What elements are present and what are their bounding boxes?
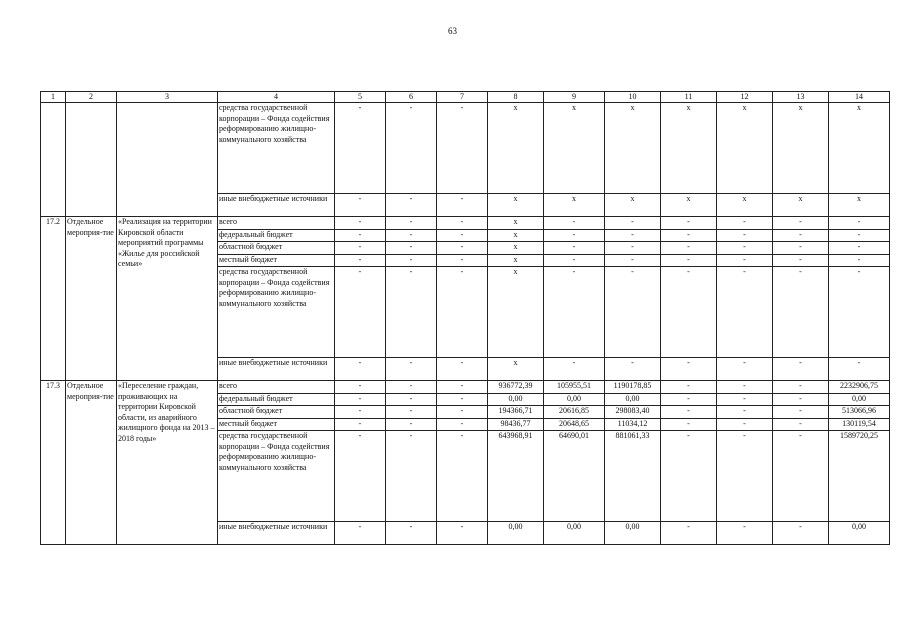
value-cell: - [386, 431, 437, 522]
value-cell: - [335, 267, 386, 358]
funding-source-cell: всего [218, 217, 335, 230]
value-cell: - [335, 358, 386, 381]
value-cell: x [488, 194, 544, 217]
value-cell: x [488, 242, 544, 255]
item-type-cell: Отдельное мероприя-тие [66, 217, 117, 381]
value-cell: - [386, 103, 437, 194]
value-cell: - [661, 267, 717, 358]
value-cell: - [717, 406, 773, 419]
value-cell: - [335, 103, 386, 194]
funding-source-cell: средства государственной корпорации – Фонда содействия реформированию жилищно-коммунального хозяйства [218, 267, 335, 358]
value-cell: x [717, 194, 773, 217]
value-cell: - [661, 406, 717, 419]
value-cell: - [717, 242, 773, 255]
value-cell: - [335, 381, 386, 394]
value-cell: 1589720,25 [829, 431, 890, 522]
value-cell: 11034,12 [605, 418, 661, 431]
column-number-cell: 1 [41, 92, 66, 103]
value-cell: 20616,85 [544, 406, 605, 419]
funding-source-cell: федеральный бюджет [218, 393, 335, 406]
value-cell: - [335, 418, 386, 431]
funding-source-cell: местный бюджет [218, 418, 335, 431]
funding-source-cell: иные внебюджетные источники [218, 522, 335, 545]
value-cell: x [661, 103, 717, 194]
value-cell: - [544, 242, 605, 255]
value-cell: - [386, 242, 437, 255]
funding-source-cell: местный бюджет [218, 254, 335, 267]
value-cell: - [437, 242, 488, 255]
value-cell: - [717, 217, 773, 230]
value-cell: - [437, 254, 488, 267]
funding-source-cell: иные внебюджетные источники [218, 358, 335, 381]
value-cell: - [335, 393, 386, 406]
value-cell: - [717, 358, 773, 381]
value-cell: - [386, 267, 437, 358]
empty-name-cell [117, 103, 218, 217]
value-cell: - [544, 254, 605, 267]
value-cell: - [773, 381, 829, 394]
value-cell: x [773, 194, 829, 217]
value-cell: - [386, 522, 437, 545]
value-cell: x [488, 267, 544, 358]
value-cell: - [661, 358, 717, 381]
value-cell: - [335, 431, 386, 522]
value-cell: - [829, 217, 890, 230]
value-cell: - [437, 522, 488, 545]
item-name-cell: «Переселение граждан, проживающих на территории Кировской области, из аварийного жилищного фонда на 2013 – 2018 годы» [117, 381, 218, 545]
item-number-cell: 17.3 [41, 381, 66, 545]
value-cell: - [605, 217, 661, 230]
value-cell: - [717, 229, 773, 242]
value-cell: - [717, 254, 773, 267]
value-cell: - [605, 358, 661, 381]
column-number-row [41, 92, 890, 103]
column-number-cell: 4 [218, 92, 335, 103]
value-cell: x [488, 217, 544, 230]
value-cell: x [605, 194, 661, 217]
value-cell: - [437, 381, 488, 394]
value-cell: 0,00 [605, 393, 661, 406]
value-cell: - [544, 229, 605, 242]
value-cell: - [437, 217, 488, 230]
value-cell: - [717, 267, 773, 358]
value-cell: 2232906,75 [829, 381, 890, 394]
column-number-cell: 11 [661, 92, 717, 103]
value-cell: x [829, 103, 890, 194]
table-row [41, 217, 890, 230]
value-cell: x [544, 103, 605, 194]
value-cell: x [605, 103, 661, 194]
value-cell: - [437, 267, 488, 358]
value-cell: - [544, 267, 605, 358]
page-number: 63 [448, 26, 457, 36]
value-cell: - [386, 229, 437, 242]
value-cell: - [335, 522, 386, 545]
value-cell: 98436,77 [488, 418, 544, 431]
item-name-cell: «Реализация на территории Кировской области мероприятий программы «Жилье для российской семьи» [117, 217, 218, 381]
value-cell: - [386, 217, 437, 230]
value-cell: 936772,39 [488, 381, 544, 394]
value-cell: 0,00 [829, 393, 890, 406]
value-cell: - [773, 217, 829, 230]
column-number-cell: 14 [829, 92, 890, 103]
value-cell: 194366,71 [488, 406, 544, 419]
table-row [41, 381, 890, 394]
value-cell: - [773, 242, 829, 255]
funding-source-cell: областной бюджет [218, 406, 335, 419]
value-cell: - [717, 381, 773, 394]
value-cell: x [488, 229, 544, 242]
value-cell: - [773, 522, 829, 545]
value-cell: - [773, 418, 829, 431]
value-cell: - [661, 381, 717, 394]
value-cell: - [661, 229, 717, 242]
value-cell: - [829, 242, 890, 255]
value-cell: - [661, 522, 717, 545]
value-cell: - [829, 267, 890, 358]
value-cell: x [829, 194, 890, 217]
value-cell: - [717, 418, 773, 431]
value-cell: - [605, 254, 661, 267]
funding-source-cell: средства государственной корпорации – Фонда содействия реформированию жилищно-коммунального хозяйства [218, 103, 335, 194]
empty-type-cell [66, 103, 117, 217]
value-cell: - [335, 254, 386, 267]
value-cell: x [773, 103, 829, 194]
value-cell: 64690,01 [544, 431, 605, 522]
value-cell: - [773, 229, 829, 242]
value-cell: 105955,51 [544, 381, 605, 394]
column-number-cell: 12 [717, 92, 773, 103]
value-cell: - [386, 358, 437, 381]
value-cell: x [488, 103, 544, 194]
value-cell: - [773, 393, 829, 406]
value-cell: - [773, 358, 829, 381]
value-cell: 0,00 [544, 522, 605, 545]
value-cell: - [335, 242, 386, 255]
value-cell: 298083,40 [605, 406, 661, 419]
column-number-cell: 9 [544, 92, 605, 103]
value-cell: - [335, 229, 386, 242]
value-cell: - [717, 431, 773, 522]
value-cell: - [661, 418, 717, 431]
value-cell: - [829, 254, 890, 267]
column-number-cell: 13 [773, 92, 829, 103]
funding-source-cell: всего [218, 381, 335, 394]
value-cell: - [386, 381, 437, 394]
item-type-cell: Отдельное мероприя-тие [66, 381, 117, 545]
value-cell: - [437, 103, 488, 194]
value-cell: 881061,33 [605, 431, 661, 522]
value-cell: x [488, 358, 544, 381]
value-cell: - [437, 358, 488, 381]
value-cell: 0,00 [829, 522, 890, 545]
value-cell: - [773, 254, 829, 267]
value-cell: - [829, 229, 890, 242]
value-cell: 130119,54 [829, 418, 890, 431]
column-number-cell: 7 [437, 92, 488, 103]
financing-table [40, 91, 890, 545]
value-cell: - [661, 242, 717, 255]
value-cell: - [773, 267, 829, 358]
table-row [41, 103, 890, 194]
value-cell: 0,00 [605, 522, 661, 545]
value-cell: - [829, 358, 890, 381]
value-cell: - [773, 431, 829, 522]
value-cell: - [661, 431, 717, 522]
value-cell: - [437, 393, 488, 406]
value-cell: - [386, 406, 437, 419]
column-number-cell: 5 [335, 92, 386, 103]
value-cell: - [437, 194, 488, 217]
value-cell: - [386, 254, 437, 267]
empty-number-cell [41, 103, 66, 217]
value-cell: 0,00 [488, 522, 544, 545]
value-cell: 0,00 [544, 393, 605, 406]
funding-source-cell: иные внебюджетные источники [218, 194, 335, 217]
value-cell: - [335, 406, 386, 419]
value-cell: - [773, 406, 829, 419]
value-cell: - [605, 267, 661, 358]
value-cell: 513066,96 [829, 406, 890, 419]
value-cell: - [437, 418, 488, 431]
value-cell: - [335, 217, 386, 230]
value-cell: - [335, 194, 386, 217]
value-cell: - [717, 393, 773, 406]
value-cell: - [386, 393, 437, 406]
column-number-cell: 6 [386, 92, 437, 103]
column-number-cell: 8 [488, 92, 544, 103]
funding-source-cell: федеральный бюджет [218, 229, 335, 242]
value-cell: x [661, 194, 717, 217]
value-cell: - [661, 393, 717, 406]
column-number-cell: 2 [66, 92, 117, 103]
value-cell: - [437, 406, 488, 419]
value-cell: 20648,65 [544, 418, 605, 431]
value-cell: 1190178,85 [605, 381, 661, 394]
value-cell: - [544, 358, 605, 381]
value-cell: - [717, 522, 773, 545]
item-number-cell: 17.2 [41, 217, 66, 381]
value-cell: - [437, 229, 488, 242]
funding-source-cell: средства государственной корпорации – Фонда содействия реформированию жилищно-коммунального хозяйства [218, 431, 335, 522]
value-cell: - [437, 431, 488, 522]
value-cell: 643968,91 [488, 431, 544, 522]
column-number-cell: 3 [117, 92, 218, 103]
value-cell: - [386, 194, 437, 217]
funding-source-cell: областной бюджет [218, 242, 335, 255]
value-cell: x [488, 254, 544, 267]
column-number-cell: 10 [605, 92, 661, 103]
value-cell: - [605, 229, 661, 242]
value-cell: x [717, 103, 773, 194]
value-cell: x [544, 194, 605, 217]
value-cell: - [386, 418, 437, 431]
value-cell: - [661, 254, 717, 267]
value-cell: - [661, 217, 717, 230]
value-cell: - [605, 242, 661, 255]
value-cell: - [544, 217, 605, 230]
value-cell: 0,00 [488, 393, 544, 406]
